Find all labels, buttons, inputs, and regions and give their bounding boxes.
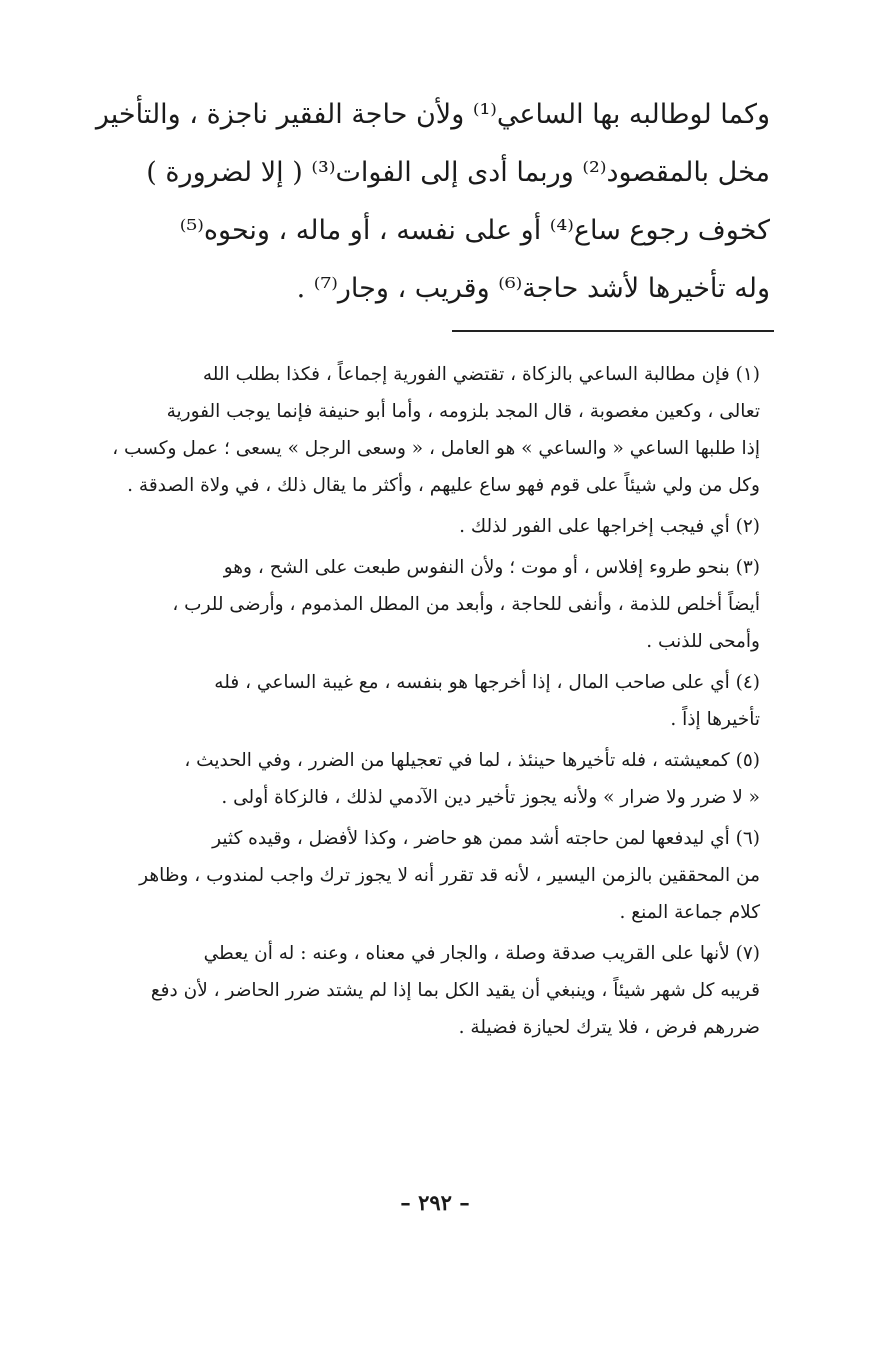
footnote-line: (٦) أي ليدفعها لمن حاجته أشد ممن هو حاضر ، وكذا لأفضل ، وقيده كثير	[212, 828, 760, 849]
main-text-line: كخوف رجوع ساع⁽⁴⁾ أو على نفسه ، أو ماله ، ونحوه⁽⁵⁾	[179, 215, 770, 246]
footnote-1	[30, 356, 760, 504]
footnote-line: من المحققين بالزمن اليسير ، لأنه قد تقرر أنه لا يجوز ترك واجب لمندوب ، وظاهر	[139, 865, 760, 886]
footnote-line: (٥) كمعيشته ، فله تأخيرها حينئذ ، لما في تعجيلها من الضرر ، وفي الحديث ،	[184, 750, 760, 771]
footnote-7	[30, 935, 760, 1046]
footnote-line: « لا ضرر ولا ضرار » ولأنه يجوز تأخير دين الآدمي لذلك ، فالزكاة أولى .	[221, 787, 760, 808]
main-text-line: مخل بالمقصود⁽²⁾ وربما أدى إلى الفوات⁽³⁾ ( إلا لضرورة )	[146, 157, 770, 188]
main-text-line: وكما لوطالبه بها الساعي⁽¹⁾ ولأن حاجة الفقير ناجزة ، والتأخير	[95, 99, 770, 130]
footnote-line: كلام جماعة المنع .	[619, 902, 760, 923]
footnote-line: تأخيرها إذاً .	[670, 709, 760, 730]
footnotes-section	[30, 356, 760, 1050]
main-text-block	[50, 86, 770, 318]
footnote-line: تعالى ، وكعين مغصوبة ، قال المجد بلزومه ، وأما أبو حنيفة فإنما يوجب الفورية	[166, 401, 760, 422]
footnote-line: وأمحى للذنب .	[646, 631, 760, 652]
footnote-line: (٧) لأنها على القريب صدقة وصلة ، والجار في معناه ، وعنه : له أن يعطي	[203, 943, 760, 964]
footnote-line: (٤) أي على صاحب المال ، إذا أخرجها هو بنفسه ، مع غيبة الساعي ، فله	[214, 672, 760, 693]
footnote-line: (١) فإن مطالبة الساعي بالزكاة ، تقتضي الفورية إجماعاً ، فكذا بطلب الله	[202, 364, 760, 385]
footnote-line: وكل من ولي شيئاً على قوم فهو ساع عليهم ، وأكثر ما يقال ذلك ، في ولاة الصدقة .	[127, 475, 760, 496]
footnote-separator	[452, 330, 774, 332]
footnote-5	[30, 742, 760, 816]
footnote-6	[30, 820, 760, 931]
page-number: – ٢٩٢ –	[400, 1190, 470, 1215]
footnote-4	[30, 664, 760, 738]
footnote-line: أيضاً أخلص للذمة ، وأنفى للحاجة ، وأبعد من المطل المذموم ، وأرضى للرب ،	[172, 594, 760, 615]
footnote-line: (٣) بنحو طروء إفلاس ، أو موت ؛ ولأن النفوس طبعت على الشح ، وهو	[223, 557, 760, 578]
footnote-line: قريبه كل شهر شيئاً ، وينبغي أن يقيد الكل بما إذا لم يشتد ضرر الحاضر ، لأن دفع	[150, 980, 760, 1001]
footnote-3	[30, 549, 760, 660]
footnote-2	[30, 508, 760, 545]
footnote-line: (٢) أي فيجب إخراجها على الفور لذلك .	[459, 516, 760, 537]
main-text-line: وله تأخيرها لأشد حاجة⁽⁶⁾ وقريب ، وجار⁽⁷⁾ .	[296, 273, 770, 304]
footnote-line: إذا طلبها الساعي « والساعي » هو العامل ، « وسعى الرجل » يسعى ؛ عمل وكسب ،	[112, 438, 760, 459]
footnote-line: ضررهم فرض ، فلا يترك لحيازة فضيلة .	[458, 1017, 760, 1038]
